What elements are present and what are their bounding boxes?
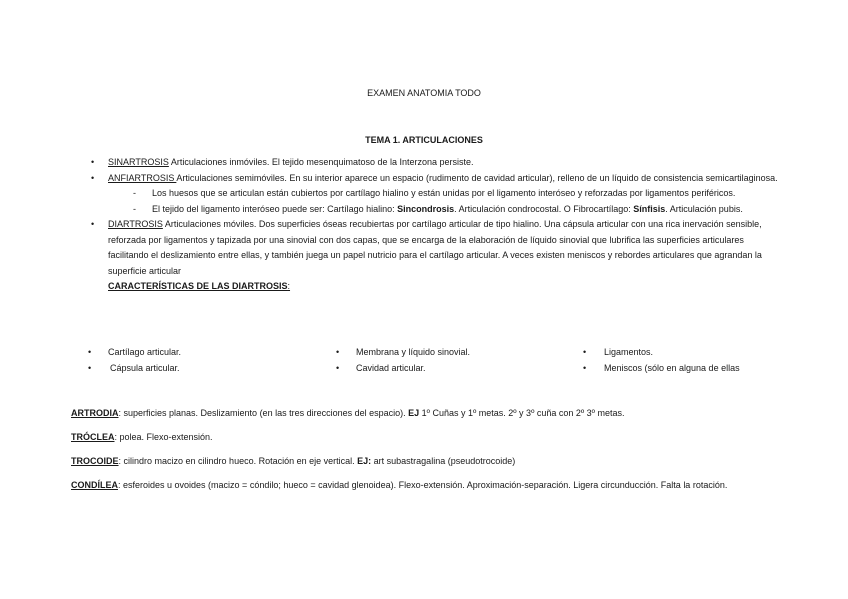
- characteristics-row: [88, 345, 788, 361]
- list-item-diartrosis: [91, 217, 781, 279]
- text-sinartrosis: Articulaciones inmóviles. El tejido mesenquimatoso de la Interzona persiste.: [168, 157, 474, 167]
- document-title: EXAMEN ANATOMIA TODO: [367, 88, 481, 98]
- list-item-anfiartrosis: [91, 171, 781, 187]
- text-anfiartrosis: Articulaciones semimóviles. En su interior aparece un espacio (rudimento de cavidad articular), relleno de un líquido de consistencia semicartilaginosa.: [176, 172, 778, 183]
- bullet-icon: •: [336, 347, 340, 357]
- characteristics-title: CARACTERÍSTICAS DE LAS DIARTROSIS: [108, 281, 288, 291]
- sub-text-ligament-a: El tejido del ligamento interóseo puede ser: Cartílago hialino:: [152, 203, 398, 214]
- ej-label: EJ: [408, 408, 420, 418]
- dash-icon: -: [133, 188, 136, 198]
- joint-types-list: [91, 155, 781, 295]
- characteristic-text: Membrana y líquido sinovial.: [356, 347, 471, 357]
- ej-text-artrodia: 1º Cuñas y 1º metas. 2º y 3º cuña con 2º 3º metas.: [419, 408, 625, 418]
- definition-troclea: [71, 430, 771, 446]
- characteristic-text: Ligamentos.: [604, 347, 654, 357]
- sub-text-ligament-e: . Articulación pubis.: [665, 203, 743, 214]
- bullet-icon: •: [88, 347, 92, 357]
- term-sinartrosis: SINARTROSIS: [108, 157, 169, 167]
- term-sinfisis: Sínfisis: [633, 203, 666, 214]
- bullet-icon: •: [583, 347, 587, 357]
- ej-text-trocoide: art subastragalina (pseudotrocoide): [371, 456, 516, 466]
- text-troclea: : polea. Flexo-extensión.: [114, 432, 213, 442]
- definition-condilea: [71, 478, 771, 494]
- characteristic-text: Cavidad articular.: [356, 362, 426, 373]
- sub-item-ligament: [91, 202, 781, 218]
- text-trocoide: : cilindro macizo en cilindro hueco. Rotación en eje vertical.: [118, 456, 358, 466]
- text-condilea: : esferoides u ovoides (macizo = cóndilo; hueco = cavidad glenoidea). Flexo-extensión. Aproximación-separación. Ligera circunducción. Falta la rotación.: [118, 480, 728, 490]
- sub-text-bones: Los huesos que se articulan están cubiertos por cartílago hialino y están unidas por el ligamento interóseo y reforzadas por ligamentos periféricos.: [152, 188, 736, 198]
- term-condilea: CONDÍLEA: [71, 480, 118, 490]
- term-anfiartrosis: ANFIARTROSIS: [108, 172, 177, 183]
- sub-item-bones: [91, 186, 781, 202]
- list-item-sinartrosis: [91, 155, 781, 171]
- section-title: TEMA 1. ARTICULACIONES: [365, 135, 483, 145]
- characteristic-text: Cápsula articular.: [110, 362, 180, 373]
- definition-artrodia: [71, 406, 771, 422]
- bullet-icon: •: [583, 362, 587, 373]
- characteristic-text: Cartílago articular.: [108, 347, 182, 357]
- term-troclea: TRÓCLEA: [71, 432, 115, 442]
- sub-text-ligament-c: . Articulación condrocostal. O Fibrocartílago:: [454, 203, 634, 214]
- characteristics-row: [88, 361, 788, 377]
- dash-icon: -: [133, 203, 136, 214]
- term-sincondrosis: Sincondrosis: [397, 203, 455, 214]
- text-diartrosis: Articulaciones móviles. Dos superficies óseas recubiertas por cartílago articular de tipo hialino. Una cápsula articular con una rica inervación sensible, reforzada por ligamentos y tapizada por una sinovial con dos capas, que se encarga de la elaboración de líquido sinovial que lubrifica las superficies articulares facilitando el deslizamiento entre ellas, y también juega un papel nutricio para el cartílago articular. A veces existen meniscos y rebordes articulares que agrandan la superficie articular: [108, 219, 762, 276]
- characteristics-grid: [88, 345, 788, 376]
- bullet-icon: •: [91, 172, 95, 183]
- characteristics-colon: :: [287, 281, 291, 291]
- text-artrodia: : superficies planas. Deslizamiento (en las tres direcciones del espacio).: [118, 408, 409, 418]
- term-diartrosis: DIARTROSIS: [108, 219, 163, 229]
- ej-label: EJ:: [357, 456, 372, 466]
- bullet-icon: •: [88, 362, 92, 373]
- term-artrodia: ARTRODIA: [71, 408, 119, 418]
- term-trocoide: TROCOIDE: [71, 456, 119, 466]
- bullet-icon: •: [91, 157, 95, 167]
- definition-trocoide: [71, 454, 771, 470]
- bullet-icon: •: [336, 362, 340, 373]
- bullet-icon: •: [91, 219, 95, 229]
- characteristic-text: Meniscos (sólo en alguna de ellas: [604, 362, 740, 373]
- characteristics-heading: [91, 279, 781, 295]
